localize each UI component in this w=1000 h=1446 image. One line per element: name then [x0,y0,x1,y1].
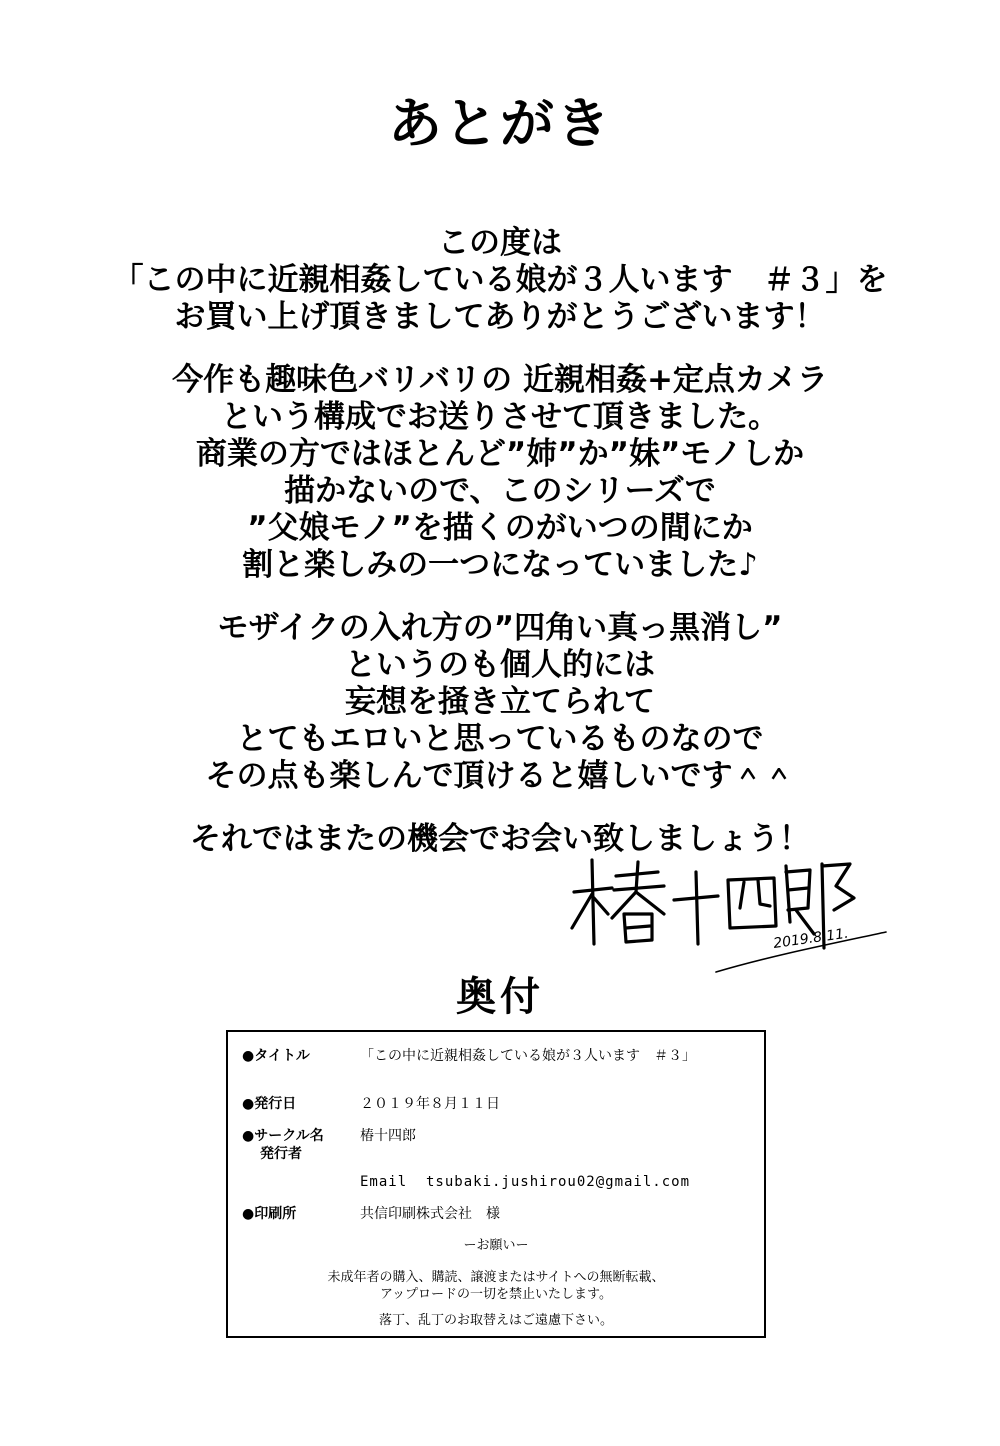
text-line: お買い上げ頂きましてありがとうございます！ [174,299,826,335]
colophon-row-email [228,1172,764,1192]
text-line: それではまたの機会でお会い致しましょう！ [190,821,810,857]
date-value: ２０１９年８月１１日 [360,1096,500,1112]
colophon-row-printer [228,1204,764,1224]
request-heading: ーお願いー [463,1238,529,1253]
text-line: 描かないので、このシリーズで [284,473,716,509]
handwritten-signature [560,848,890,978]
request-line: アップロードの一切を禁止いたします。 [379,1287,613,1302]
request-line: 未成年者の購入、購読、譲渡またはサイトへの無断転載、 [327,1270,665,1285]
colophon-title: 奥付 [456,974,544,1020]
printer-value: 共信印刷株式会社 様 [360,1206,500,1222]
title-label: ●タイトル [242,1048,310,1064]
text-line: ”父娘モノ”を描くのがいつの間にか [247,510,753,546]
text-line: 割と楽しみの一つになっていました♪ [242,547,758,583]
colophon-box [226,1030,766,1338]
afterword-body [0,225,1000,884]
text-line: モザイクの入れ方の”四角い真っ黒消し” [217,610,783,646]
text-line: とてもエロいと思っているものなので [236,721,764,757]
colophon-row-title [228,1046,764,1066]
text-line: というのも個人的には [345,647,655,683]
email-value: tsubaki.jushirou02@gmail.com [426,1174,691,1190]
circle-value: 椿十四郎 [360,1128,416,1144]
text-line: という構成でお送りさせて頂きました。 [221,399,779,435]
text-line: 「この中に近親相姦している娘が３人います ＃３」を [112,262,888,298]
colophon-row-circle [228,1126,764,1146]
printer-label: ●印刷所 [242,1206,297,1222]
paragraph-content [0,362,1000,584]
publisher-label: 発行者 [260,1146,302,1162]
paragraph-mosaic [0,610,1000,795]
date-label: ●発行日 [242,1096,297,1112]
title-value: 「この中に近親相姦している娘が３人います ＃３」 [360,1048,696,1064]
signature-date: 2019.8.11. [772,925,850,952]
text-line: その点も楽しんで頂けると嬉しいです＾＾ [205,758,795,794]
afterword-title: あとがき [388,92,612,155]
colophon-row-publisher [228,1144,764,1164]
email-label: Email [360,1174,408,1190]
text-line: 妄想を掻き立てられて [345,684,655,720]
paragraph-thanks [0,225,1000,336]
replacement-note: 落丁、乱丁のお取替えはご遠慮下さい。 [378,1313,613,1328]
text-line: この度は [438,225,562,261]
text-line: 今作も趣味色バリバリの 近親相姦+定点カメラ [172,362,828,398]
colophon-row-date [228,1094,764,1114]
circle-label: ●サークル名 [242,1128,324,1144]
text-line: 商業の方ではほとんど”姉”か”妹”モノしか [195,436,805,472]
